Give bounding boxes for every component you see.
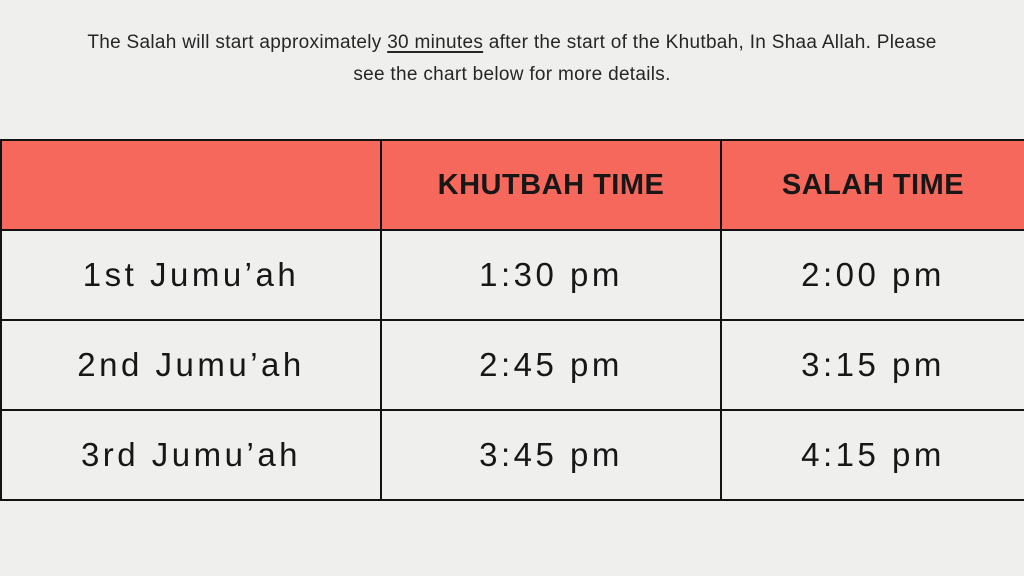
header-cell-khutbah-time: KHUTBAH TIME [381, 140, 721, 230]
row-label-cell: 3rd Jumu’ah [1, 410, 381, 500]
header-cell-salah-time: SALAH TIME [721, 140, 1024, 230]
row-label-cell: 1st Jumu’ah [1, 230, 381, 320]
intro-line1 [0, 27, 1024, 59]
khutbah-time-cell: 2:45 pm [381, 320, 721, 410]
table-row-first-jumuah [1, 230, 1024, 320]
khutbah-time-cell: 1:30 pm [381, 230, 721, 320]
jumuah-schedule-table [0, 139, 1024, 501]
salah-time-cell: 2:00 pm [721, 230, 1024, 320]
salah-time-cell: 4:15 pm [721, 410, 1024, 500]
khutbah-time-cell: 3:45 pm [381, 410, 721, 500]
intro-text [0, 0, 1024, 90]
intro-line1-prefix: The Salah will start approximately [87, 32, 388, 53]
intro-line1-suffix: after the start of the Khutbah, In Shaa Allah. Please [483, 32, 937, 53]
table-header-row [1, 140, 1024, 230]
intro-line2: see the chart below for more details. [353, 63, 671, 85]
row-label-cell: 2nd Jumu’ah [1, 320, 381, 410]
salah-time-cell: 3:15 pm [721, 320, 1024, 410]
table-row-third-jumuah [1, 410, 1024, 500]
header-cell-empty [1, 140, 381, 230]
table-row-second-jumuah [1, 320, 1024, 410]
intro-underlined-duration: 30 minutes [387, 32, 484, 53]
